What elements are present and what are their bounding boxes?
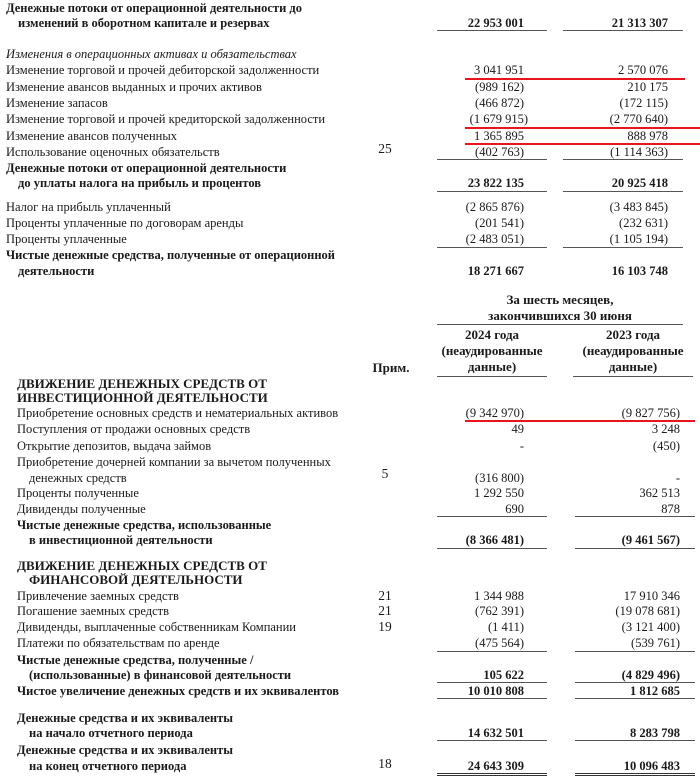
rule <box>575 740 695 741</box>
value-2024: (989 162) <box>475 80 524 94</box>
row-label: деятельности <box>18 264 95 278</box>
value-2024: 1 365 895 <box>474 129 524 143</box>
value-2024: 1 344 988 <box>474 589 524 603</box>
value-2023: (450) <box>652 439 680 453</box>
row-label: Использование оценочных обязательств <box>6 145 220 159</box>
opening-balance-row <box>0 710 700 726</box>
table-row <box>0 215 700 231</box>
value-2024: 49 <box>511 422 524 436</box>
value-2024: 23 822 135 <box>467 176 524 190</box>
value-2024: (9 342 970) <box>465 406 524 420</box>
section-heading: ДВИЖЕНИЕ ДЕНЕЖНЫХ СРЕДСТВ ОТ <box>17 376 267 391</box>
value-2024: 105 622 <box>483 668 524 682</box>
row-label: (использованные) в финансовой деятельности <box>29 668 292 682</box>
row-label: Чистые денежные средства, полученные / <box>17 653 254 667</box>
value-2023: - <box>675 471 680 485</box>
note-ref: 21 <box>378 603 392 618</box>
value-2023: 210 175 <box>627 80 668 94</box>
col-2024-header <box>437 327 547 375</box>
value-2024: 1 292 550 <box>474 486 524 500</box>
row-label: в инвестиционной деятельности <box>29 533 213 547</box>
table-row <box>0 231 700 247</box>
opening-balance-row-2 <box>0 725 700 741</box>
note-ref: 25 <box>378 141 392 156</box>
table-row <box>0 111 700 127</box>
double-rule <box>575 773 695 776</box>
row-label: на начало отчетного периода <box>29 726 193 740</box>
op-net-row <box>0 247 700 263</box>
row-label: Привлечение заемных средств <box>17 589 179 603</box>
note-ref: 19 <box>378 619 392 634</box>
row-label: Изменение запасов <box>6 96 108 110</box>
financing-net-row-2 <box>0 667 700 683</box>
value-2023: 8 283 798 <box>630 726 680 740</box>
row-label: Приобретение основных средств и нематериальных активов <box>17 406 339 420</box>
rule <box>575 698 695 699</box>
row-label: Изменение торговой и прочей дебиторской задолженности <box>6 63 320 77</box>
value-2024: 10 010 808 <box>467 684 524 698</box>
rule <box>437 740 547 741</box>
value-2023: (1 105 194) <box>609 232 668 246</box>
note-ref: 21 <box>378 588 392 603</box>
value-2023: (4 829 496) <box>621 668 680 682</box>
value-2023: 16 103 748 <box>611 264 668 278</box>
op-before-wc-row-2 <box>0 15 700 31</box>
row-label: Приобретение дочерней компании за вычетом полученных <box>17 455 331 469</box>
rule <box>575 548 695 549</box>
value-2023: 878 <box>661 502 680 516</box>
rule <box>563 30 683 31</box>
row-label: Чистые денежные средства, полученные от операционной <box>6 248 336 262</box>
section-heading: ДВИЖЕНИЕ ДЕНЕЖНЫХ СРЕДСТВ ОТ <box>17 558 267 573</box>
subsidiary-row <box>0 454 700 470</box>
row-label: изменений в оборотном капитале и резервах <box>18 16 270 30</box>
value-2024: (762 391) <box>475 604 524 618</box>
value-2024: (1 679 915) <box>469 112 528 126</box>
value-2024: (475 564) <box>475 636 524 650</box>
value-2024: 14 632 501 <box>467 726 524 740</box>
row-label: Изменение авансов полученных <box>6 129 178 143</box>
table-row <box>0 199 700 215</box>
value-2024: (1 411) <box>488 620 524 634</box>
section-heading: ИНВЕСТИЦИОННОЙ ДЕЯТЕЛЬНОСТИ <box>17 390 268 405</box>
value-2024: (201 541) <box>475 216 524 230</box>
table-row <box>0 501 700 517</box>
table-row <box>0 405 700 421</box>
rule <box>437 548 547 549</box>
value-2023: 17 910 346 <box>623 589 680 603</box>
net-increase-row <box>0 683 700 699</box>
rule <box>437 698 547 699</box>
period-header <box>437 292 683 324</box>
table-row <box>0 95 700 111</box>
op-before-tax-row-2 <box>0 175 700 191</box>
table-row <box>0 588 700 604</box>
value-2023: 10 096 483 <box>623 759 680 773</box>
rule <box>437 191 547 192</box>
value-2024: 3 041 951 <box>474 63 524 77</box>
row-label: Чистое увеличение денежных средств и их эквивалентов <box>17 684 340 698</box>
value-2024: (2 483 051) <box>465 232 524 246</box>
section-heading: ФИНАНСОВОЙ ДЕЯТЕЛЬНОСТИ <box>29 572 243 587</box>
closing-balance-row <box>0 742 700 758</box>
note-col-header: Прим. <box>372 360 410 375</box>
value-2023: (172 115) <box>619 96 668 110</box>
value-2024: 22 953 001 <box>467 16 524 30</box>
financing-heading-2 <box>0 572 700 588</box>
investing-net-row <box>0 517 700 533</box>
value-2023: 888 978 <box>627 129 668 143</box>
rule <box>437 324 683 325</box>
table-row <box>0 421 700 437</box>
table-row <box>0 485 700 501</box>
value-2024: - <box>519 439 524 453</box>
value-2023: (19 078 681) <box>615 604 680 618</box>
value-2024: (8 366 481) <box>465 533 524 547</box>
closing-balance-row-2 <box>0 758 700 774</box>
value-2023: (9 461 567) <box>621 533 680 547</box>
col-sub: (неаудированные <box>582 343 684 358</box>
row-label: денежных средств <box>29 471 127 485</box>
row-label: Дивиденды, выплаченные собственникам Компании <box>17 620 296 634</box>
col-sub: данные) <box>467 359 517 374</box>
value-2024: 690 <box>505 502 524 516</box>
investing-net-row-2 <box>0 532 700 548</box>
op-before-tax-row <box>0 160 700 176</box>
double-rule <box>437 773 547 776</box>
subsidiary-row-2 <box>0 466 700 486</box>
row-label: Денежные потоки от операционной деятельности <box>6 161 287 175</box>
value-2023: 2 570 076 <box>618 63 668 77</box>
col-sub: (неаудированные <box>441 343 543 358</box>
value-2023: 21 313 307 <box>611 16 668 30</box>
note-ref: 18 <box>378 756 392 771</box>
investing-heading-2 <box>0 390 700 406</box>
table-row <box>0 79 700 95</box>
value-2024: (316 800) <box>475 471 524 485</box>
row-label: Проценты уплаченные <box>6 232 127 246</box>
row-label: Изменение авансов выданных и прочих активов <box>6 80 262 94</box>
value-2023: (3 483 845) <box>609 200 668 214</box>
value-2023: (539 761) <box>631 636 680 650</box>
col-year: 2023 года <box>605 327 661 342</box>
col-year: 2024 года <box>464 327 520 342</box>
note-ref: 5 <box>381 466 389 481</box>
row-label: Дивиденды полученные <box>17 502 146 516</box>
value-2023: (232 631) <box>619 216 668 230</box>
financing-net-row <box>0 652 700 668</box>
value-2023: 362 513 <box>639 486 680 500</box>
table-row <box>0 603 700 619</box>
row-label: Денежные средства и их эквиваленты <box>17 711 234 725</box>
value-2024: (402 763) <box>475 145 524 159</box>
rule <box>437 30 547 31</box>
row-label: Налог на прибыль уплаченный <box>6 200 171 214</box>
value-2023: 20 925 418 <box>611 176 668 190</box>
row-label: Поступления от продажи основных средств <box>17 422 251 436</box>
value-2024: 18 271 667 <box>467 264 524 278</box>
period-line-1: За шесть месяцев, <box>506 292 614 307</box>
row-label: Погашение заемных средств <box>17 604 170 618</box>
row-label: Денежные средства и их эквиваленты <box>17 743 234 757</box>
period-line-2: закончившихся 30 июня <box>488 308 632 323</box>
table-row <box>0 62 700 78</box>
col-sub: данные) <box>608 359 658 374</box>
row-label: Проценты уплаченные по договорам аренды <box>6 216 244 230</box>
row-label: Платежи по обязательствам по аренде <box>17 636 220 650</box>
value-2023: (9 827 756) <box>621 406 680 420</box>
value-2024: 24 643 309 <box>467 759 524 773</box>
rule <box>563 191 683 192</box>
table-row <box>0 635 700 651</box>
table-row <box>0 141 700 160</box>
changes-heading <box>0 46 700 62</box>
value-2024: (466 872) <box>475 96 524 110</box>
row-label: Изменения в операционных активах и обязательствах <box>6 47 297 61</box>
op-net-row-2 <box>0 263 700 279</box>
value-2024: (2 865 876) <box>465 200 524 214</box>
op-before-wc-row <box>0 0 700 16</box>
value-2023: 1 812 685 <box>630 684 680 698</box>
value-2023: (3 121 400) <box>621 620 680 634</box>
row-label: на конец отчетного периода <box>29 759 187 773</box>
row-label: Открытие депозитов, выдача займов <box>17 439 212 453</box>
row-label: Изменение торговой и прочей кредиторской задолженности <box>6 112 326 126</box>
row-label: до уплаты налога на прибыль и процентов <box>18 176 262 190</box>
table-row <box>0 438 700 454</box>
col-2023-header <box>573 327 693 375</box>
row-label: Денежные потоки от операционной деятельности до <box>6 1 302 15</box>
value-2023: (2 770 640) <box>609 112 668 126</box>
value-2023: (1 114 363) <box>610 145 668 159</box>
row-label: Чистые денежные средства, использованные <box>17 518 272 532</box>
table-row <box>0 619 700 635</box>
value-2023: 3 248 <box>651 422 680 436</box>
row-label: Проценты полученные <box>17 486 139 500</box>
table-row <box>0 128 700 144</box>
